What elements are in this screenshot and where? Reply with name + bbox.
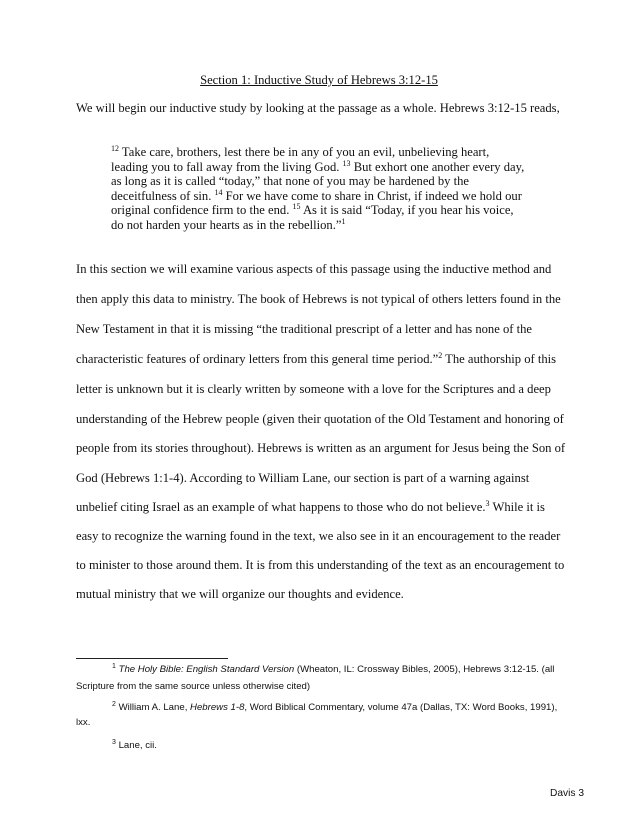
quote-text: But exhort one another every day, (350, 159, 525, 174)
footnote-text: Lane, cii. (118, 740, 157, 751)
quote-text: For we have come to share in Christ, if indeed we hold our (222, 188, 522, 203)
page-number: Davis 3 (550, 788, 584, 799)
body-line: In this section we will examine various aspects of this passage using the inductive method and (76, 262, 552, 276)
footnote-ref: 1 (341, 216, 346, 226)
footnote-1-continuation: Scripture from the same source unless otherwise cited) (76, 681, 311, 692)
verse-number: 14 (214, 187, 223, 197)
quote-text: deceitfulness of sin. (111, 188, 215, 203)
quote-text: do not harden your hearts as in the rebellion.” (111, 217, 342, 232)
footnote-source-title: The Holy Bible: English Standard Version (118, 664, 295, 675)
quote-text: As it is said “Today, if you hear his voice, (300, 203, 514, 218)
verse-number: 13 (342, 158, 351, 168)
footnote-text: (Wheaton, IL: Crossway Bibles, 2005), Hebrews 3:12-15. (all (294, 664, 555, 675)
body-text: The authorship of this (442, 352, 557, 366)
body-line: New Testament in that it is missing “the traditional prescript of a letter and has none of the (76, 322, 532, 336)
verse-number: 15 (292, 202, 301, 212)
footnote-text: William A. Lane, (118, 702, 191, 713)
body-text: unbelief citing Israel as an example of what happens to those who do not believe. (76, 500, 486, 514)
footnote-number: 2 (112, 700, 116, 708)
footnote-1 (112, 664, 554, 675)
body-line: people from its stories throughout). Hebrews is written as an argument for Jesus being the Son of (76, 441, 566, 455)
quote-line: as long as it is called “today,” that none of you may be hardened by the (111, 174, 469, 189)
footnote-number: 1 (112, 662, 116, 670)
footnote-divider (76, 658, 228, 659)
body-line: easy to recognize the warning found in the text, we also see in it an encouragement to the reader (76, 529, 561, 543)
body-text: characteristic features of ordinary letters from this general time period.” (76, 352, 439, 366)
scripture-block-quote (111, 145, 551, 233)
footnote-2-continuation: lxx. (76, 717, 91, 728)
quote-line (111, 160, 551, 175)
intro-paragraph: We will begin our inductive study by looking at the passage as a whole. Hebrews 3:12-15 reads, (76, 101, 560, 115)
quote-line (111, 145, 551, 160)
body-line (76, 500, 545, 515)
body-line: mutual ministry that we will organize our thoughts and evidence. (76, 587, 404, 601)
body-text: While it is (489, 500, 545, 514)
footnote-number: 3 (112, 738, 116, 746)
footnote-ref: 2 (438, 350, 443, 360)
footnote-3 (112, 740, 157, 751)
body-line: then apply this data to ministry. The book of Hebrews is not typical of others letters found in the (76, 292, 561, 306)
footnote-ref: 3 (485, 498, 490, 508)
footnote-text: , Word Biblical Commentary, volume 47a (Dallas, TX: Word Books, 1991), (244, 702, 558, 713)
quote-line (111, 218, 551, 233)
footnote-2 (112, 702, 557, 713)
quote-line (111, 189, 551, 204)
section-title: Section 1: Inductive Study of Hebrews 3:12-15 (200, 73, 438, 87)
quote-text: original confidence firm to the end. (111, 203, 293, 218)
verse-number: 12 (111, 143, 119, 153)
quote-text: leading you to fall away from the living God. (111, 159, 343, 174)
body-line: God (Hebrews 1:1-4). According to William Lane, our section is part of a warning against (76, 471, 530, 485)
body-line (76, 352, 556, 367)
quote-text: Take care, brothers, lest there be in any of you an evil, unbelieving heart, (119, 145, 490, 159)
quote-line (111, 203, 551, 218)
footnote-source-title: Hebrews 1-8 (190, 702, 245, 713)
body-line: understanding of the Hebrew people (given their quotation of the Old Testament and honoring of (76, 412, 564, 426)
body-line: to minister to those around them. It is from this understanding of the text as an encouragement to (76, 558, 565, 572)
body-line: letter is unknown but it is clearly written by someone with a love for the Scriptures and a deep (76, 382, 551, 396)
